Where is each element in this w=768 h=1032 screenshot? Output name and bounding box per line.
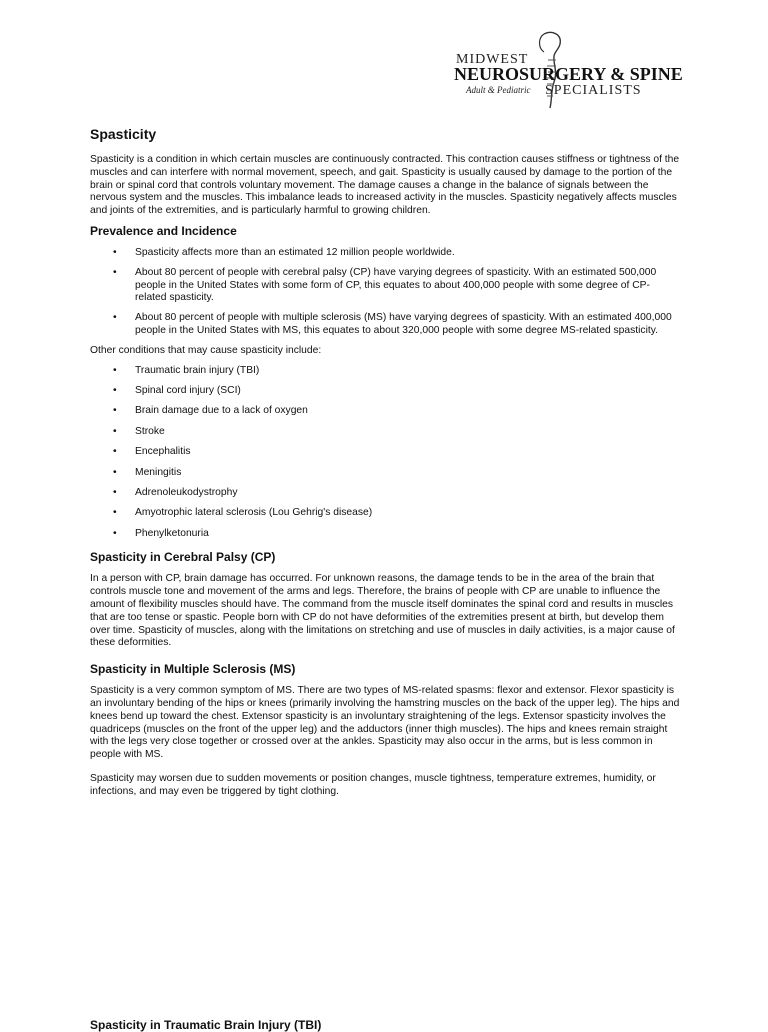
list-item-text: Adrenoleukodystrophy — [135, 486, 238, 498]
ms-paragraph-1: Spasticity is a very common symptom of MS. There are two types of MS-related spasms: flexor and extensor. Flexor spasticity is an involuntary bending of the hips or knees (primarily involving the hamstring muscles on the back of the upper leg). The hips and knees bend up toward the chest. Extensor spasticity is an involuntary straightening of the legs. Extensor spasticity involves the quadriceps (muscles on the front of the upper leg) and the adductors (inner thigh muscles). The hips and knees remain straight with the legs very close together or crossed over at the ankles. Spasticity may also occur in the arms, but is less common in people with MS. — [90, 685, 680, 761]
bullet: • — [113, 486, 117, 498]
list-item — [90, 405, 680, 418]
logo-line-midwest: MIDWEST — [456, 52, 529, 67]
list-item — [90, 385, 680, 398]
bullet: • — [113, 446, 117, 458]
cp-heading: Spasticity in Cerebral Palsy (CP) — [90, 550, 276, 565]
bullet: • — [113, 384, 117, 396]
list-item — [90, 507, 680, 520]
bullet: • — [113, 246, 117, 258]
list-item-text: Encephalitis — [135, 446, 191, 458]
list-item-text: About 80 percent of people with cerebral palsy (CP) have varying degrees of spasticity. With an estimated 500,000 people in the United States with some form of CP, this equates to about 400,000 people with some degree of CP-related spasticity. — [135, 266, 657, 304]
list-item — [90, 426, 680, 439]
page-title: Spasticity — [90, 126, 157, 142]
document-body — [90, 126, 680, 799]
list-item — [90, 528, 680, 541]
list-item-text: About 80 percent of people with multiple sclerosis (MS) have varying degrees of spasticity. With an estimated 400,000 people in the United States with MS, this equates to about 320,000 people with some degree MS-related spasticity. — [135, 312, 672, 336]
logo-line-specialists: SPECIALISTS — [545, 83, 642, 98]
prevalence-heading: Prevalence and Incidence — [90, 223, 237, 238]
ms-paragraph-2: Spasticity may worsen due to sudden movements or position changes, muscle tightness, temperature extremes, humidity, or infections, and may even be triggered by tight clothing. — [90, 773, 656, 797]
list-item — [90, 446, 680, 459]
list-item-text: Spasticity affects more than an estimated 12 million people worldwide. — [135, 246, 455, 258]
cp-paragraph: In a person with CP, brain damage has occurred. For unknown reasons, the damage tends to be in the area of the brain that controls muscle tone and movement of the arms and legs. Therefore, the brains of people with CP are unable to influence the amount of flexibility muscles should have. The command from the muscle itself dominates the spinal cord and results in muscles that are too tense or spastic. People born with CP do not have deformities of the extremities present at birth, but develop them over time. Spasticity of muscles, along with the limitations on stretching and use of muscles in daily activities, is a major cause of these deformities. — [90, 573, 675, 649]
list-item-text: Spinal cord injury (SCI) — [135, 384, 241, 396]
tbi-heading: Spasticity in Traumatic Brain Injury (TBI) — [90, 1018, 322, 1032]
list-item-text: Traumatic brain injury (TBI) — [135, 364, 260, 376]
logo-line-neurosurgery: NEUROSURGERY & SPINE — [454, 64, 683, 84]
list-item-text: Phenylketonuria — [135, 527, 209, 539]
intro-paragraph: Spasticity is a condition in which certain muscles are continuously contracted. This contraction causes stiffness or tightness of the muscles and can interfere with normal movement, speech, and gait. Spasticity is usually caused by damage to the portion of the brain or spinal cord that controls voluntary movement. The damage causes a change in the balance of signals between the nervous system and the muscles. This imbalance leads to increased activity in the muscles. Spasticity negatively affects muscles and joints of the extremities, and is particularly harmful to growing children. — [90, 154, 680, 217]
list-item — [90, 312, 680, 338]
bullet: • — [113, 527, 117, 539]
conditions-intro: Other conditions that may cause spasticity include: — [90, 344, 322, 356]
list-item — [90, 267, 680, 305]
prevalence-list — [90, 247, 680, 338]
bullet: • — [113, 364, 117, 376]
list-item — [90, 247, 680, 260]
list-item-text: Amyotrophic lateral sclerosis (Lou Gehrig's disease) — [135, 507, 373, 519]
bullet: • — [113, 405, 117, 417]
ms-heading: Spasticity in Multiple Sclerosis (MS) — [90, 662, 296, 677]
list-item-text: Meningitis — [135, 466, 182, 478]
bullet: • — [113, 266, 117, 278]
bullet: • — [113, 312, 117, 324]
logo-line-adult-pediatric: Adult & Pediatric — [466, 85, 531, 95]
list-item — [90, 365, 680, 378]
list-item-text: Brain damage due to a lack of oxygen — [135, 405, 308, 417]
bullet: • — [113, 425, 117, 437]
bullet: • — [113, 507, 117, 519]
list-item-text: Stroke — [135, 425, 165, 437]
conditions-list — [90, 365, 680, 541]
list-item — [90, 487, 680, 500]
bullet: • — [113, 466, 117, 478]
clinic-logo — [452, 30, 683, 110]
list-item — [90, 467, 680, 480]
